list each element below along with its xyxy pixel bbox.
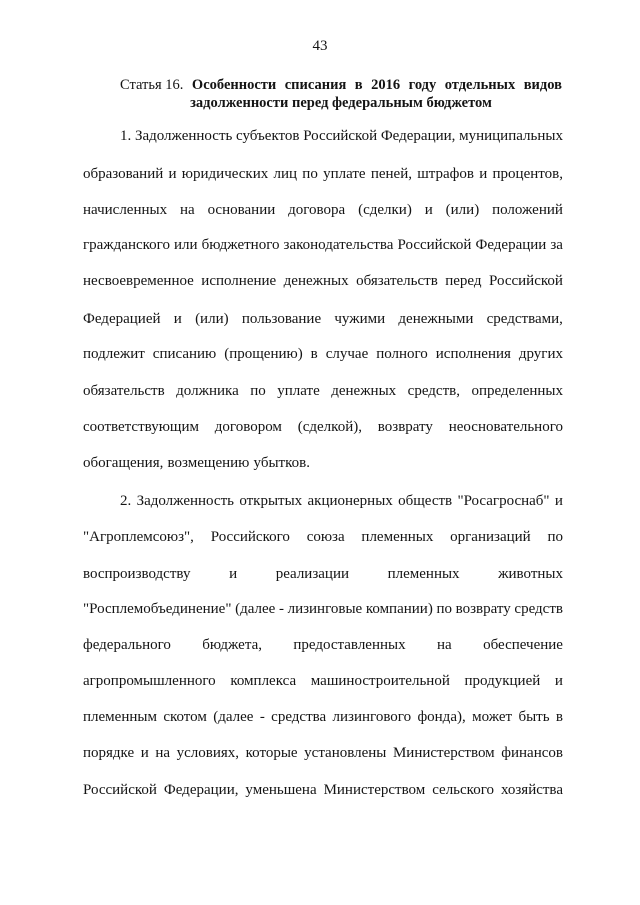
text-line xyxy=(83,344,563,364)
word: финансов xyxy=(501,745,563,761)
article-number: Статья 16. xyxy=(120,77,184,93)
word: и xyxy=(140,745,149,761)
article-title-word: в xyxy=(354,77,363,93)
word: пеней, xyxy=(370,166,412,182)
article-heading xyxy=(120,76,562,112)
word: бюджета, xyxy=(202,637,262,653)
word: в xyxy=(555,709,563,725)
word: средствами, xyxy=(486,311,563,327)
word: штрафов xyxy=(417,166,474,182)
word: животных xyxy=(498,566,563,582)
word: порядке xyxy=(83,745,135,761)
word: Российского xyxy=(210,529,290,545)
word: Российской xyxy=(83,782,157,798)
text-line xyxy=(83,309,563,329)
word: списанию xyxy=(152,346,217,362)
article-title-word: отдельных xyxy=(444,77,516,93)
article-title-word: списания xyxy=(284,77,347,93)
text-line xyxy=(83,453,563,473)
word: может xyxy=(472,709,513,725)
word: перед xyxy=(445,273,482,289)
word: Федерации, xyxy=(380,128,456,144)
word: Российской xyxy=(397,237,472,253)
text-line xyxy=(120,126,563,146)
word: (прощению) xyxy=(224,346,303,362)
word: других xyxy=(518,346,563,362)
word: (далее xyxy=(235,601,276,617)
word: - xyxy=(278,601,284,617)
word: обогащения, xyxy=(83,455,164,471)
word: уменьшена xyxy=(245,782,317,798)
article-title-word: видов xyxy=(523,77,562,93)
text-line xyxy=(83,780,563,800)
word: племенных xyxy=(361,529,434,545)
word: и xyxy=(479,166,488,182)
word: по xyxy=(250,383,266,399)
word: должника xyxy=(176,383,239,399)
article-title-word: 2016 xyxy=(371,77,401,93)
word: и xyxy=(554,673,563,689)
word: в xyxy=(310,346,318,362)
word: сельского xyxy=(432,782,494,798)
word: законодательства xyxy=(283,237,394,253)
article-title-word: году xyxy=(408,77,437,93)
word: исполнение xyxy=(201,273,277,289)
word: уплате xyxy=(277,383,320,399)
word: исполнения xyxy=(435,346,511,362)
text-line xyxy=(83,635,563,655)
word: фонда), xyxy=(417,709,466,725)
word: субъектов xyxy=(236,128,300,144)
word: обществ xyxy=(398,493,453,509)
text-line xyxy=(120,491,563,511)
word: хозяйства xyxy=(500,782,563,798)
word: основании xyxy=(207,202,276,218)
word: (или) xyxy=(195,311,229,327)
word: и xyxy=(554,493,563,509)
word: денежными xyxy=(398,311,474,327)
word: средств, xyxy=(407,383,460,399)
word: соответствующим xyxy=(83,419,199,435)
word: образований xyxy=(83,166,164,182)
word: на xyxy=(437,637,452,653)
word: компании) xyxy=(365,601,433,617)
word: открытых xyxy=(239,493,303,509)
word: племенным xyxy=(83,709,157,725)
word: полного xyxy=(376,346,428,362)
word: Задолженность xyxy=(134,128,233,144)
text-line xyxy=(83,381,563,401)
article-heading-line-2: задолженности перед федеральным бюджетом xyxy=(190,95,492,111)
word: Министерством xyxy=(323,782,426,798)
word: продукцией xyxy=(464,673,541,689)
text-line xyxy=(83,527,563,547)
text-line xyxy=(83,564,563,584)
word: договора xyxy=(288,202,346,218)
word: положений xyxy=(492,202,563,218)
word: условиях, xyxy=(176,745,240,761)
text-line xyxy=(83,417,563,437)
word: по xyxy=(436,601,452,617)
text-line xyxy=(83,200,563,220)
word: за xyxy=(550,237,563,253)
text-line xyxy=(83,235,563,255)
word: "Агроплемсоюз", xyxy=(83,529,194,545)
word: 2. xyxy=(120,493,132,509)
word: организаций xyxy=(450,529,531,545)
word: Министерством xyxy=(392,745,495,761)
word: и xyxy=(229,566,238,582)
word: и xyxy=(173,311,182,327)
word: или xyxy=(174,237,198,253)
word: (или) xyxy=(445,202,480,218)
text-line xyxy=(83,707,563,727)
word: Задолженность xyxy=(136,493,234,509)
word: воспроизводству xyxy=(83,566,191,582)
text-line xyxy=(83,164,563,184)
word: уплате xyxy=(323,166,366,182)
word: лизинговые xyxy=(287,601,363,617)
word: неосновательного xyxy=(448,419,563,435)
word: - xyxy=(259,709,265,725)
word: денежных xyxy=(283,273,349,289)
word: несвоевременное xyxy=(83,273,194,289)
word: (далее xyxy=(213,709,254,725)
word: Федерации xyxy=(475,237,547,253)
word: Федерацией xyxy=(83,311,161,327)
word: обязательств xyxy=(356,273,438,289)
word: акционерных xyxy=(307,493,393,509)
word: племенных xyxy=(387,566,460,582)
word: и xyxy=(168,166,177,182)
word: чужими xyxy=(334,311,386,327)
word: юридических xyxy=(181,166,269,182)
text-line xyxy=(83,671,563,691)
text-line xyxy=(83,599,563,619)
article-heading-line-1 xyxy=(120,76,562,94)
word: по xyxy=(547,529,563,545)
word: федерального xyxy=(83,637,171,653)
word: на xyxy=(179,202,195,218)
word: договором xyxy=(214,419,282,435)
word: средств xyxy=(514,601,563,617)
word: обязательств xyxy=(83,383,165,399)
word: лиц xyxy=(273,166,298,182)
word: денежных xyxy=(331,383,397,399)
word: возмещению xyxy=(167,455,250,471)
word: Российской xyxy=(303,128,378,144)
word: реализации xyxy=(275,566,349,582)
word: 1. xyxy=(120,128,132,144)
word: и xyxy=(424,202,433,218)
text-line xyxy=(83,743,563,763)
word: установлены xyxy=(304,745,387,761)
word: определенных xyxy=(471,383,563,399)
word: (сделки) xyxy=(358,202,412,218)
word: гражданского xyxy=(83,237,170,253)
article-title-word: Особенности xyxy=(191,77,277,93)
word: средства xyxy=(271,709,327,725)
word: комплекса xyxy=(230,673,297,689)
word: машиностроительной xyxy=(310,673,450,689)
word: подлежит xyxy=(83,346,145,362)
word: убытков. xyxy=(253,455,310,471)
word: возврату xyxy=(377,419,433,435)
word: Российской xyxy=(489,273,563,289)
word: "Росплемобъединение" xyxy=(83,601,232,617)
word: случае xyxy=(325,346,369,362)
word: муниципальных xyxy=(459,128,563,144)
word: (сделкой), xyxy=(297,419,362,435)
word: пользование xyxy=(241,311,322,327)
word: возврату xyxy=(455,601,511,617)
word: скотом xyxy=(163,709,207,725)
word: агропромышленного xyxy=(83,673,216,689)
word: быть xyxy=(518,709,550,725)
word: союза xyxy=(306,529,345,545)
word: бюджетного xyxy=(201,237,280,253)
word: лизингового xyxy=(332,709,412,725)
word: на xyxy=(155,745,171,761)
word: по xyxy=(302,166,318,182)
word: начисленных xyxy=(83,202,168,218)
word: "Росагроснаб" xyxy=(457,493,550,509)
word: процентов, xyxy=(492,166,563,182)
word: которые xyxy=(245,745,298,761)
word: предоставленных xyxy=(293,637,406,653)
word: обеспечение xyxy=(483,637,563,653)
text-line xyxy=(83,271,563,291)
word: Федерации, xyxy=(163,782,239,798)
page-number: 43 xyxy=(312,38,328,54)
